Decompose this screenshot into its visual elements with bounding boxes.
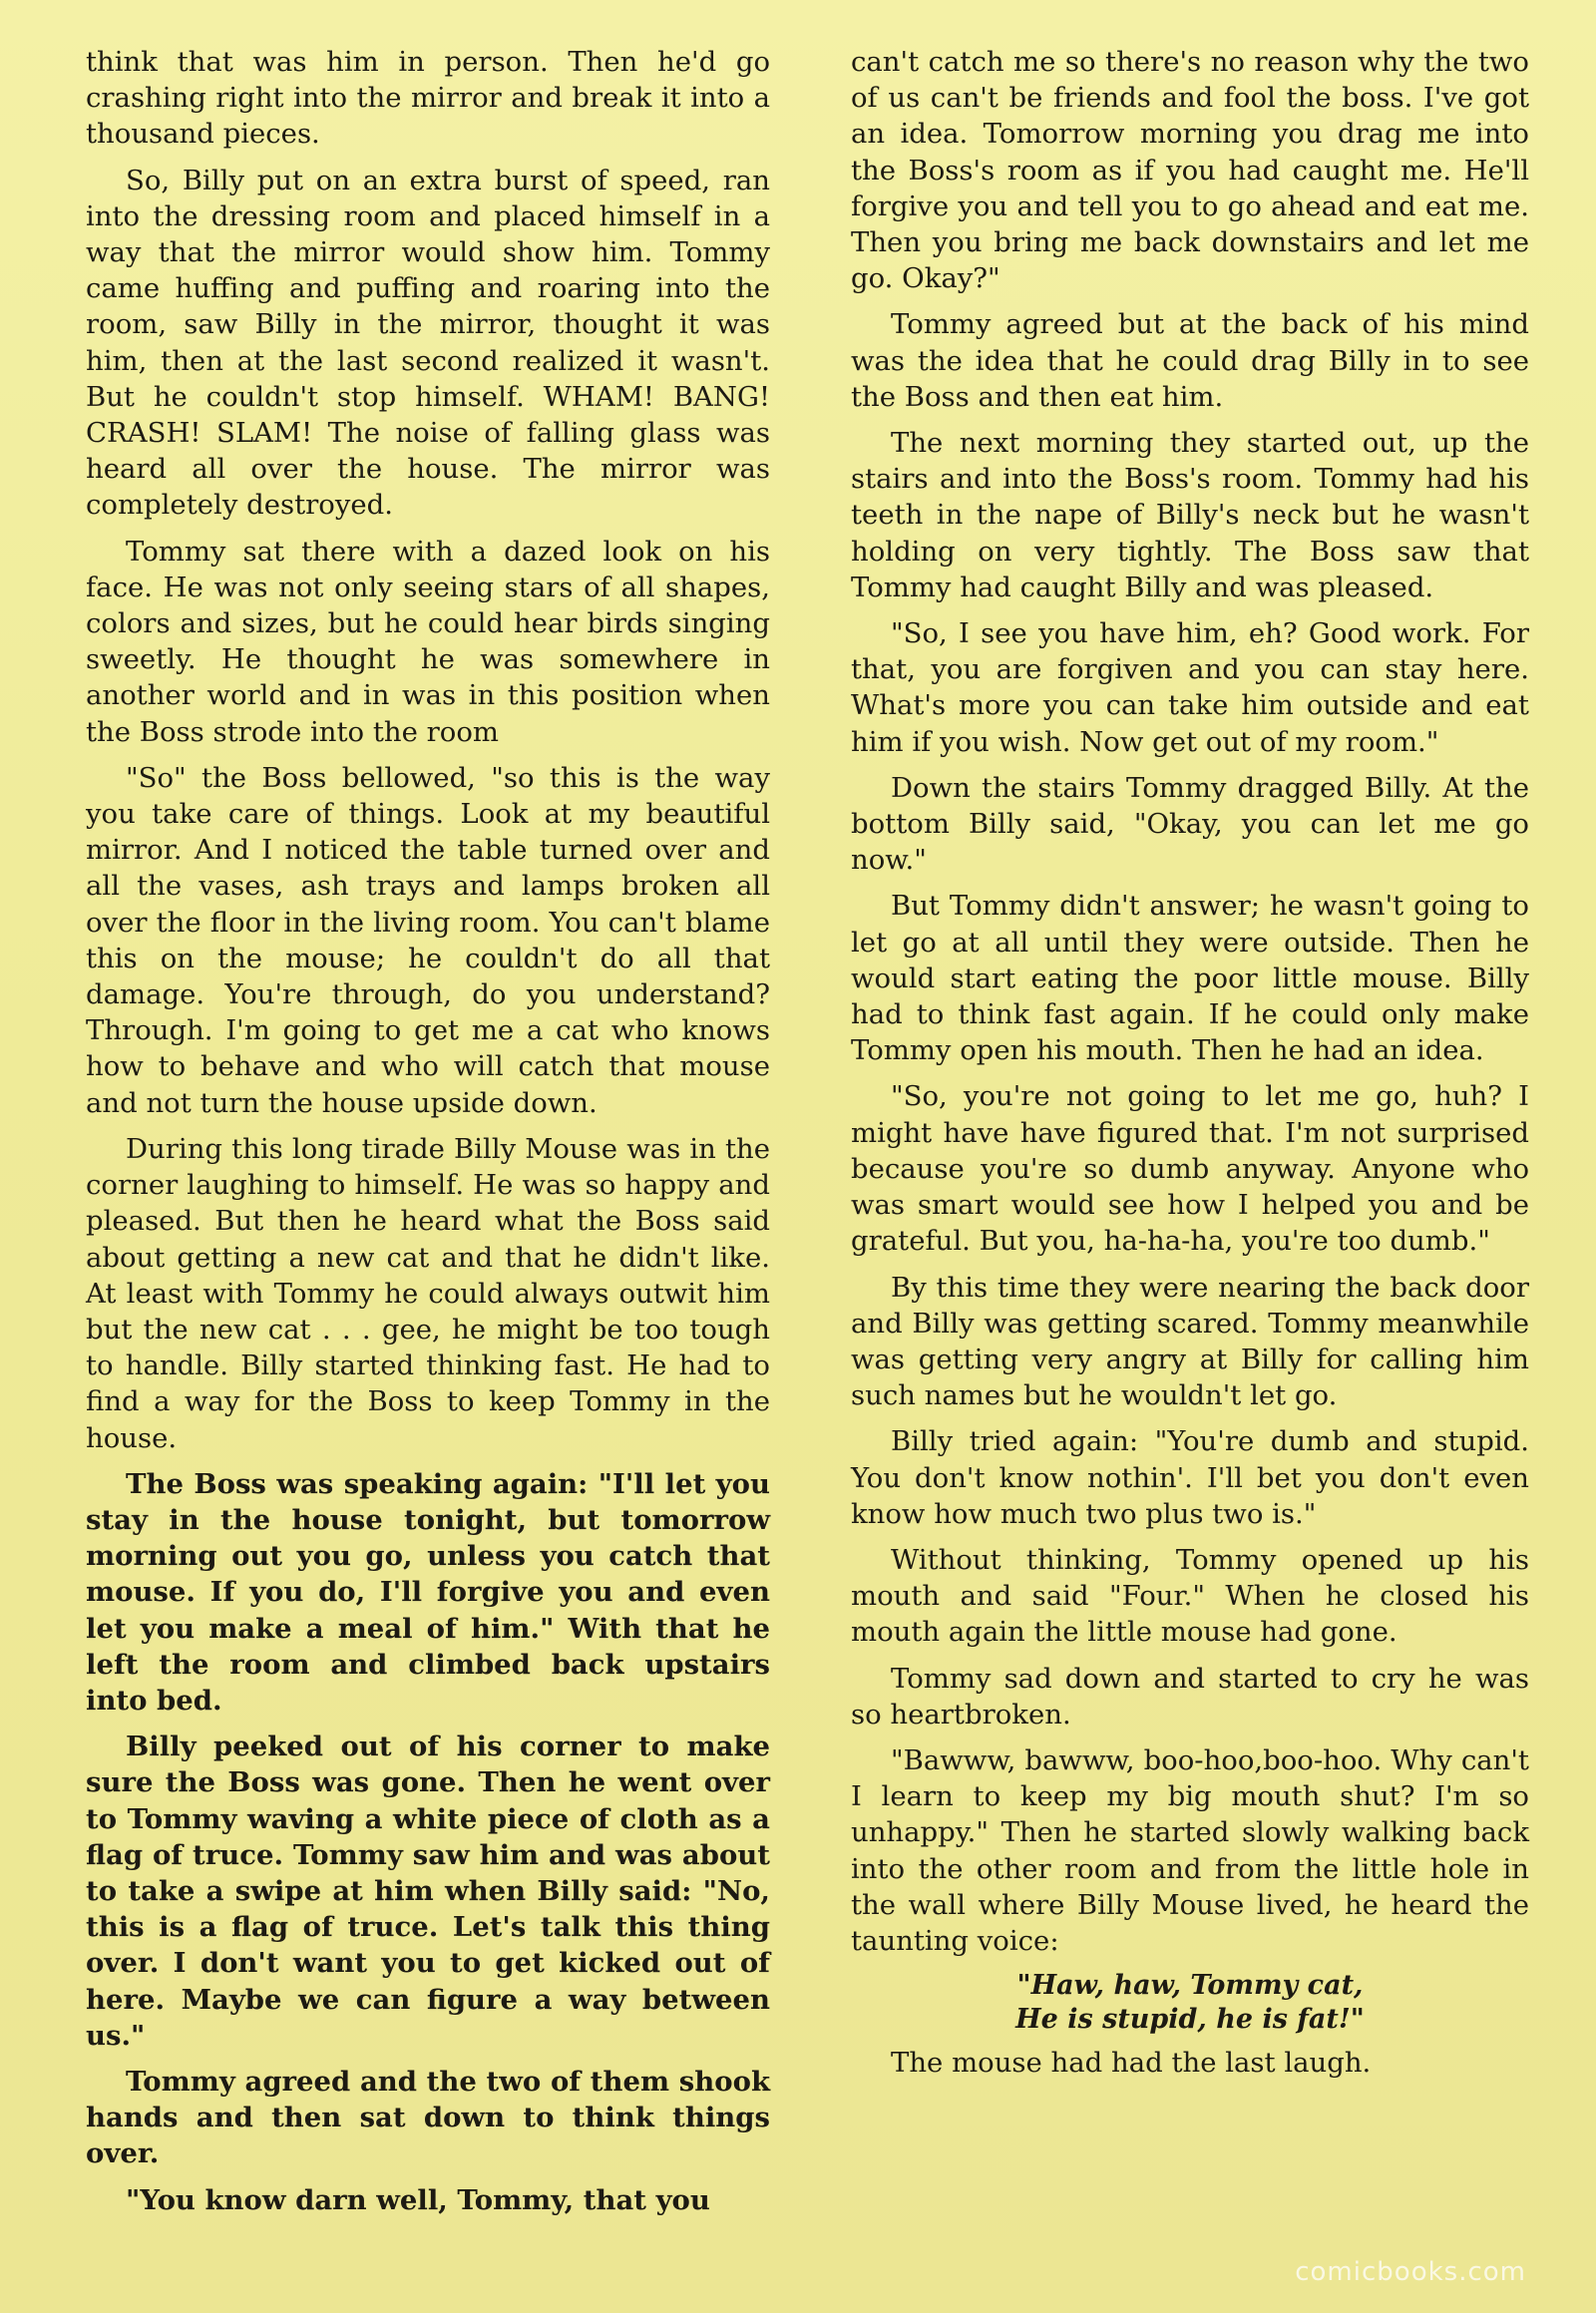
paragraph: Without thinking, Tommy opened up his mouth and said "Four." When he closed his mouth again the little mouse had gone.	[851, 1543, 1529, 1649]
paragraph: By this time they were nearing the back door and Billy was getting scared. Tommy meanwhile was getting very angry at Billy for calling him such names but he wouldn't let go.	[851, 1271, 1529, 1412]
paragraph: During this long tirade Billy Mouse was in the corner laughing to himself. He was so happy and pleased. But then he heard what the Boss said about getting a new cat and that he didn't like. At least with Tommy he could always outwit him but the new cat . . . gee, he might be too tough to handle. Billy started thinking fast. He had to find a way for the Boss to keep Tommy in the house.	[86, 1132, 770, 1454]
paragraph: So, Billy put on an extra burst of speed, ran into the dressing room and placed himself in a way that the mirror would show him. Tommy came huffing and puffing and roaring into the room, saw Billy in the mirror, thought it was him, then at the last second realized it wasn't. But he couldn't stop himself. WHAM! BANG! CRASH! SLAM! The noise of falling glass was heard all over the house. The mirror was completely destroyed.	[86, 164, 770, 522]
paragraph: "So, I see you have him, eh? Good work. For that, you are forgiven and you can stay here. What's more you can take him outside and eat him if you wish. Now get out of my room."	[851, 617, 1529, 758]
paragraph: "So, you're not going to let me go, huh? I might have have figured that. I'm not surprised because you're so dumb anyway. Anyone who was smart would see how I helped you and be grateful. But you, ha-ha-ha, you're too dumb."	[851, 1080, 1529, 1258]
paragraph: "You know darn well, Tommy, that you	[126, 2183, 710, 2216]
paragraph: The next morning they started out, up the stairs and into the Boss's room. Tommy had his teeth in the nape of Billy's neck but he wasn't holding on very tightly. The Boss saw that Tommy had caught Billy and was pleased.	[851, 427, 1529, 603]
rhyme-line: "Haw, haw, Tommy cat,	[1016, 1970, 1364, 2002]
right-text-column	[851, 44, 1529, 2091]
rhyme-line: He is stupid, he is fat!"	[1015, 2004, 1365, 2036]
paragraph: Tommy sad down and started to cry he was so heartbroken.	[851, 1662, 1529, 1731]
site-watermark: comicbooks.com	[1295, 2257, 1526, 2287]
paragraph: Tommy agreed but at the back of his mind was the idea that he could drag Billy in to see the Boss and then eat him.	[851, 308, 1529, 413]
paragraph: "So" the Boss bellowed, "so this is the way you take care of things. Look at my beautiful mirror. And I noticed the table turned over and all the vases, ash trays and lamps broken all over the floor in the living room. You can't blame this on the mouse; he couldn't do all that damage. You're through, do you understand? Through. I'm going to get me a cat who knows how to behave and who will catch that mouse and not turn the house upside down.	[86, 761, 770, 1119]
paragraph: Billy tried again: "You're dumb and stupid. You don't know nothin'. I'll bet you don't even know how much two plus two is."	[851, 1425, 1529, 1530]
taunting-rhyme	[851, 1969, 1529, 2037]
closing-line: The mouse had had the last laugh.	[891, 2047, 1372, 2080]
paragraph: think that was him in person. Then he'd go crashing right into the mirror and break it into a thousand pieces.	[86, 46, 770, 151]
paragraph: can't catch me so there's no reason why the two of us can't be friends and fool the boss. I've got an idea. Tomorrow morning you drag me into the Boss's room as if you had caught me. He'll forgive you and tell you to go ahead and eat me. Then you bring me back downstairs and let me go. Okay?"	[851, 46, 1529, 295]
paragraph: The Boss was speaking again: "I'll let you stay in the house tonight, but tomorrow morning out you go, unless you catch that mouse. If you do, I'll forgive you and even let you make a meal of him." With that he left the room and climbed back upstairs into bed.	[86, 1467, 770, 1717]
paragraph: Tommy agreed and the two of them shook hands and then sat down to think things over.	[86, 2065, 770, 2170]
paragraph: Down the stairs Tommy dragged Billy. At the bottom Billy said, "Okay, you can let me go now."	[851, 771, 1529, 877]
paragraph: "Bawww, bawww, boo-hoo,boo-hoo. Why can't I learn to keep my big mouth shut? I'm so unhappy." Then he started slowly walking back into the other room and from the little hole in the wall where Billy Mouse lived, he heard the taunting voice:	[851, 1743, 1529, 1957]
left-text-column	[86, 44, 770, 2228]
paragraph: Billy peeked out of his corner to make sure the Boss was gone. Then he went over to Tommy waving a white piece of cloth as a flag of truce. Tommy saw him and was about to take a swipe at him when Billy said: "No, this is a flag of truce. Let's talk this thing over. I don't want you to get kicked out of here. Maybe we can figure a way between us."	[86, 1731, 770, 2052]
paragraph: Tommy sat there with a dazed look on his face. He was not only seeing stars of all shapes, colors and sizes, but he could hear birds singing sweetly. He thought he was somewhere in another world and in was in this position when the Boss strode into the room	[86, 535, 770, 748]
paragraph: But Tommy didn't answer; he wasn't going to let go at all until they were outside. Then he would start eating the poor little mouse. Billy had to think fast again. If he could only make Tommy open his mouth. Then he had an idea.	[851, 890, 1529, 1067]
